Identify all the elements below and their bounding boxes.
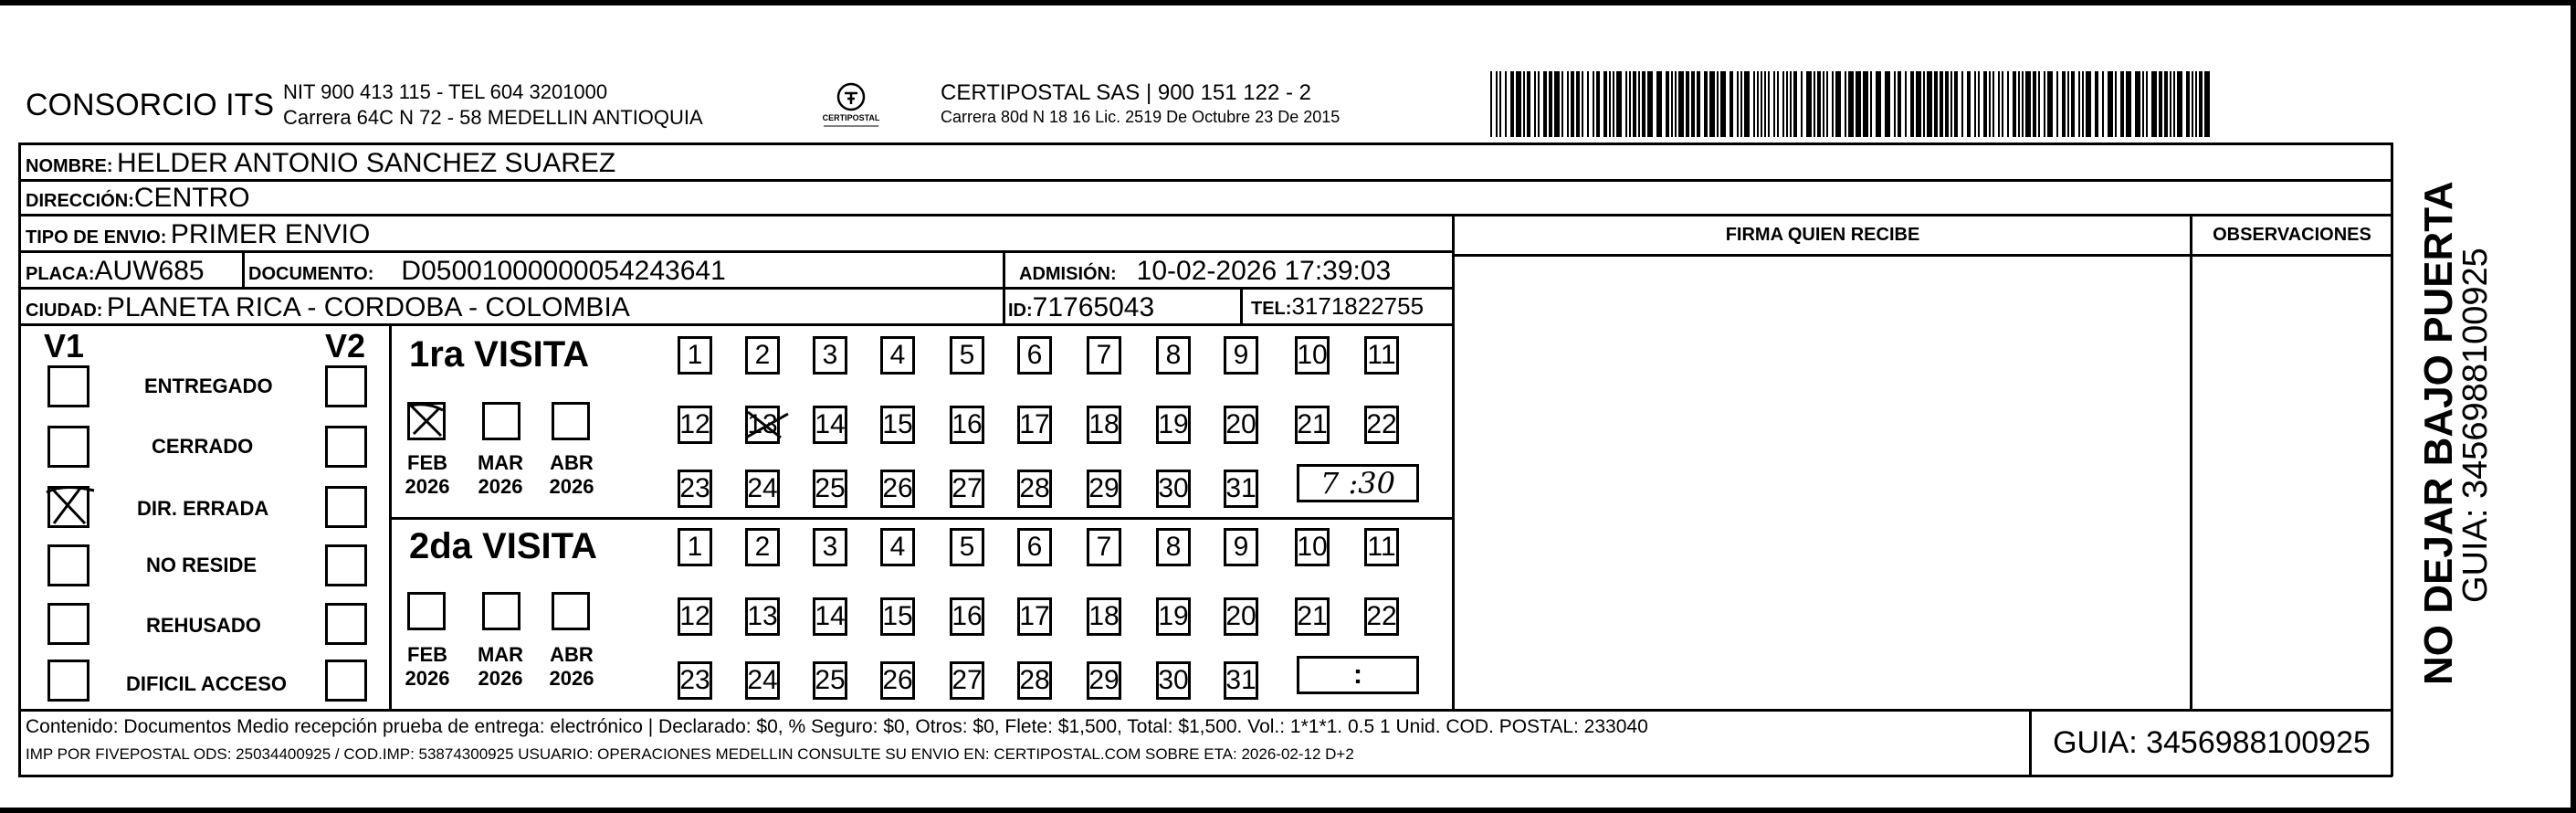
day-box-16[interactable]: 16 [950,597,984,636]
status-label: DIFICIL ACCESO [126,672,288,695]
day-box-31[interactable]: 31 [1224,470,1258,508]
day-box-21[interactable]: 21 [1295,406,1330,444]
day-box-1[interactable]: 1 [678,336,712,375]
v2-dir-errada-checkbox[interactable] [325,486,367,528]
ciudad-label: CIUDAD: [26,301,103,321]
day-box-17[interactable]: 17 [1017,406,1052,444]
day-box-5[interactable]: 5 [950,528,984,566]
placa-label: PLACA: [26,264,95,284]
month-label: FEB 2026 [405,643,450,690]
id-label: ID: [1008,301,1033,321]
day-box-19[interactable]: 19 [1156,406,1191,444]
day-box-8[interactable]: 8 [1156,528,1191,566]
day-box-23[interactable]: 23 [678,661,712,700]
day-box-16[interactable]: 16 [950,406,984,444]
v1-dir-errada-checkbox[interactable] [47,486,89,528]
day-box-28[interactable]: 28 [1017,470,1052,508]
day-box-4[interactable]: 4 [880,528,915,566]
day-box-8[interactable]: 8 [1156,336,1191,375]
status-label: CERRADO [152,435,254,458]
handwritten-x-mark-icon [45,480,96,531]
day-box-11[interactable]: 11 [1364,528,1399,566]
day-box-24[interactable]: 24 [745,470,780,508]
second-visit-abr-checkbox[interactable] [552,592,590,630]
day-box-13[interactable]: 13 [745,406,780,444]
day-box-9[interactable]: 9 [1224,336,1258,375]
footer-imp-line: IMP POR FIVEPOSTAL ODS: 25034400925 / COD.IMP: 53874300925 USUARIO: OPERACIONES MEDELLIN CONSULTE SU ENVIO EN: CERTIPOSTAL.COM SOBRE ETA: 2026-02-12 D+2 [26,745,1354,763]
status-label: ENTREGADO [144,375,273,397]
second-visit-time-field[interactable]: : [1297,656,1419,694]
month-label: ABR 2026 [549,643,594,690]
v2-cerrado-checkbox[interactable] [325,426,367,468]
v1-entregado-checkbox[interactable] [47,365,89,407]
day-box-30[interactable]: 30 [1156,470,1191,508]
second-visit-title: 2da VISITA [409,526,597,566]
day-box-7[interactable]: 7 [1087,528,1121,566]
day-box-14[interactable]: 14 [813,597,847,636]
day-box-14[interactable]: 14 [813,406,847,444]
day-box-17[interactable]: 17 [1017,597,1052,636]
tel-label: TEL: [1251,299,1292,319]
day-box-3[interactable]: 3 [813,528,847,566]
carrier-name: CERTIPOSTAL SAS | 900 151 122 - 2 [941,80,1311,105]
day-box-22[interactable]: 22 [1364,597,1399,636]
day-box-1[interactable]: 1 [678,528,712,566]
day-box-22[interactable]: 22 [1364,406,1399,444]
day-box-13[interactable]: 13 [745,597,780,636]
outer-right-border [2391,143,2393,776]
day-box-10[interactable]: 10 [1295,336,1330,375]
day-box-29[interactable]: 29 [1087,661,1121,700]
observaciones-label: OBSERVACIONES [2213,225,2371,245]
first-visit-title: 1ra VISITA [409,334,590,375]
side-guia-text: GUIA: 3456988100925 [2456,248,2495,603]
day-box-4[interactable]: 4 [880,336,915,375]
day-box-10[interactable]: 10 [1295,528,1330,566]
footer-content-line: Contenido: Documentos Medio recepción prueba de entrega: electrónico | Declarado: $0, % Seguro: $0, Otros: $0, Flete: $1,500, Total: $1,500. Vol.: 1*1*1. 0.5 1 Unid. COD. POSTAL: 233040 [26,716,1648,737]
day-box-12[interactable]: 12 [678,406,712,444]
day-box-2[interactable]: 2 [745,336,780,375]
month-label: ABR 2026 [549,451,594,498]
certipostal-logo [815,79,888,133]
firma-label: FIRMA QUIEN RECIBE [1725,225,1920,245]
handwritten-x-mark-icon [406,399,448,441]
admision-label: ADMISIÓN: [1019,264,1117,284]
day-box-18[interactable]: 18 [1087,597,1121,636]
id-value: 71765043 [1032,292,1155,322]
v2-dificil-acceso-checkbox[interactable] [325,660,367,702]
day-box-19[interactable]: 19 [1156,597,1191,636]
direccion-label: DIRECCIÓN: [26,191,134,211]
tipo-envio-label: TIPO DE ENVIO: [26,227,167,248]
day-box-3[interactable]: 3 [813,336,847,375]
v1-no-reside-checkbox[interactable] [47,544,89,586]
second-visit-mar-checkbox[interactable] [482,592,520,630]
status-label: REHUSADO [146,614,261,637]
company-address: Carrera 64C N 72 - 58 MEDELLIN ANTIOQUIA [283,106,703,129]
day-box-29[interactable]: 29 [1087,470,1121,508]
second-visit-feb-checkbox[interactable] [407,592,446,630]
v2-rehusado-checkbox[interactable] [325,603,367,645]
company-name: CONSORCIO ITS [26,88,275,122]
day-box-26[interactable]: 26 [880,470,915,508]
day-box-25[interactable]: 25 [813,661,847,700]
day-box-6[interactable]: 6 [1017,528,1052,566]
direccion-value: CENTRO [133,183,250,213]
month-label: FEB 2026 [405,451,450,498]
day-box-21[interactable]: 21 [1295,597,1330,636]
v2-no-reside-checkbox[interactable] [325,544,367,586]
v1-rehusado-checkbox[interactable] [47,603,89,645]
day-box-5[interactable]: 5 [950,336,984,375]
placa-value: AUW685 [94,256,205,286]
first-visit-feb-checkbox[interactable] [407,402,446,440]
v2-heading: V2 [325,327,366,364]
status-label: NO RESIDE [146,554,258,576]
v1-dificil-acceso-checkbox[interactable] [47,660,89,702]
day-box-30[interactable]: 30 [1156,661,1191,700]
day-box-12[interactable]: 12 [678,597,712,636]
day-box-15[interactable]: 15 [880,597,915,636]
outer-left-border [18,143,21,776]
guia-footer-box: GUIA: 3456988100925 [2053,725,2371,760]
documento-label: DOCUMENTO: [248,264,374,284]
svg-text:CERTIPOSTAL: CERTIPOSTAL [822,113,880,122]
day-box-24[interactable]: 24 [745,661,780,700]
day-box-26[interactable]: 26 [880,661,915,700]
day-box-7[interactable]: 7 [1087,336,1121,375]
v1-heading: V1 [44,327,85,364]
month-label: MAR 2026 [477,451,524,498]
day-box-31[interactable]: 31 [1224,661,1258,700]
ciudad-value: PLANETA RICA - CORDOBA - COLOMBIA [106,292,630,322]
carrier-address: Carrera 80d N 18 16 Lic. 2519 De Octubre 23 De 2015 [941,108,1341,126]
day-box-27[interactable]: 27 [950,470,984,508]
tipo-envio-value: PRIMER ENVIO [170,219,371,249]
v2-entregado-checkbox[interactable] [325,365,367,407]
first-visit-time-field[interactable]: 7 :30 [1297,464,1419,502]
day-box-28[interactable]: 28 [1017,661,1052,700]
company-nit: NIT 900 413 115 - TEL 604 3201000 [283,80,608,103]
day-box-23[interactable]: 23 [678,470,712,508]
day-box-27[interactable]: 27 [950,661,984,700]
no-dejar-bajo-puerta-text: NO DEJAR BAJO PUERTA [2416,181,2461,685]
month-label: MAR 2026 [477,643,524,690]
tel-value: 3171822755 [1291,292,1425,320]
nombre-label: NOMBRE: [26,156,113,176]
nombre-value: HELDER ANTONIO SANCHEZ SUAREZ [117,148,616,178]
v1-cerrado-checkbox[interactable] [47,426,89,468]
day-box-15[interactable]: 15 [880,406,915,444]
day-box-25[interactable]: 25 [813,470,847,508]
first-visit-mar-checkbox[interactable] [482,402,520,440]
day-box-18[interactable]: 18 [1087,406,1121,444]
day-box-6[interactable]: 6 [1017,336,1052,375]
admision-value: 10-02-2026 17:39:03 [1136,256,1392,286]
day-box-2[interactable]: 2 [745,528,780,566]
day-box-11[interactable]: 11 [1364,336,1399,375]
day-box-9[interactable]: 9 [1224,528,1258,566]
status-label: DIR. ERRADA [137,497,269,520]
documento-value: D05001000000054243641 [401,256,726,286]
barcode [1490,71,2216,137]
day-box-20[interactable]: 20 [1224,597,1258,636]
first-visit-abr-checkbox[interactable] [552,402,590,440]
day-box-20[interactable]: 20 [1224,406,1258,444]
handwritten-x-mark-icon [741,406,792,443]
